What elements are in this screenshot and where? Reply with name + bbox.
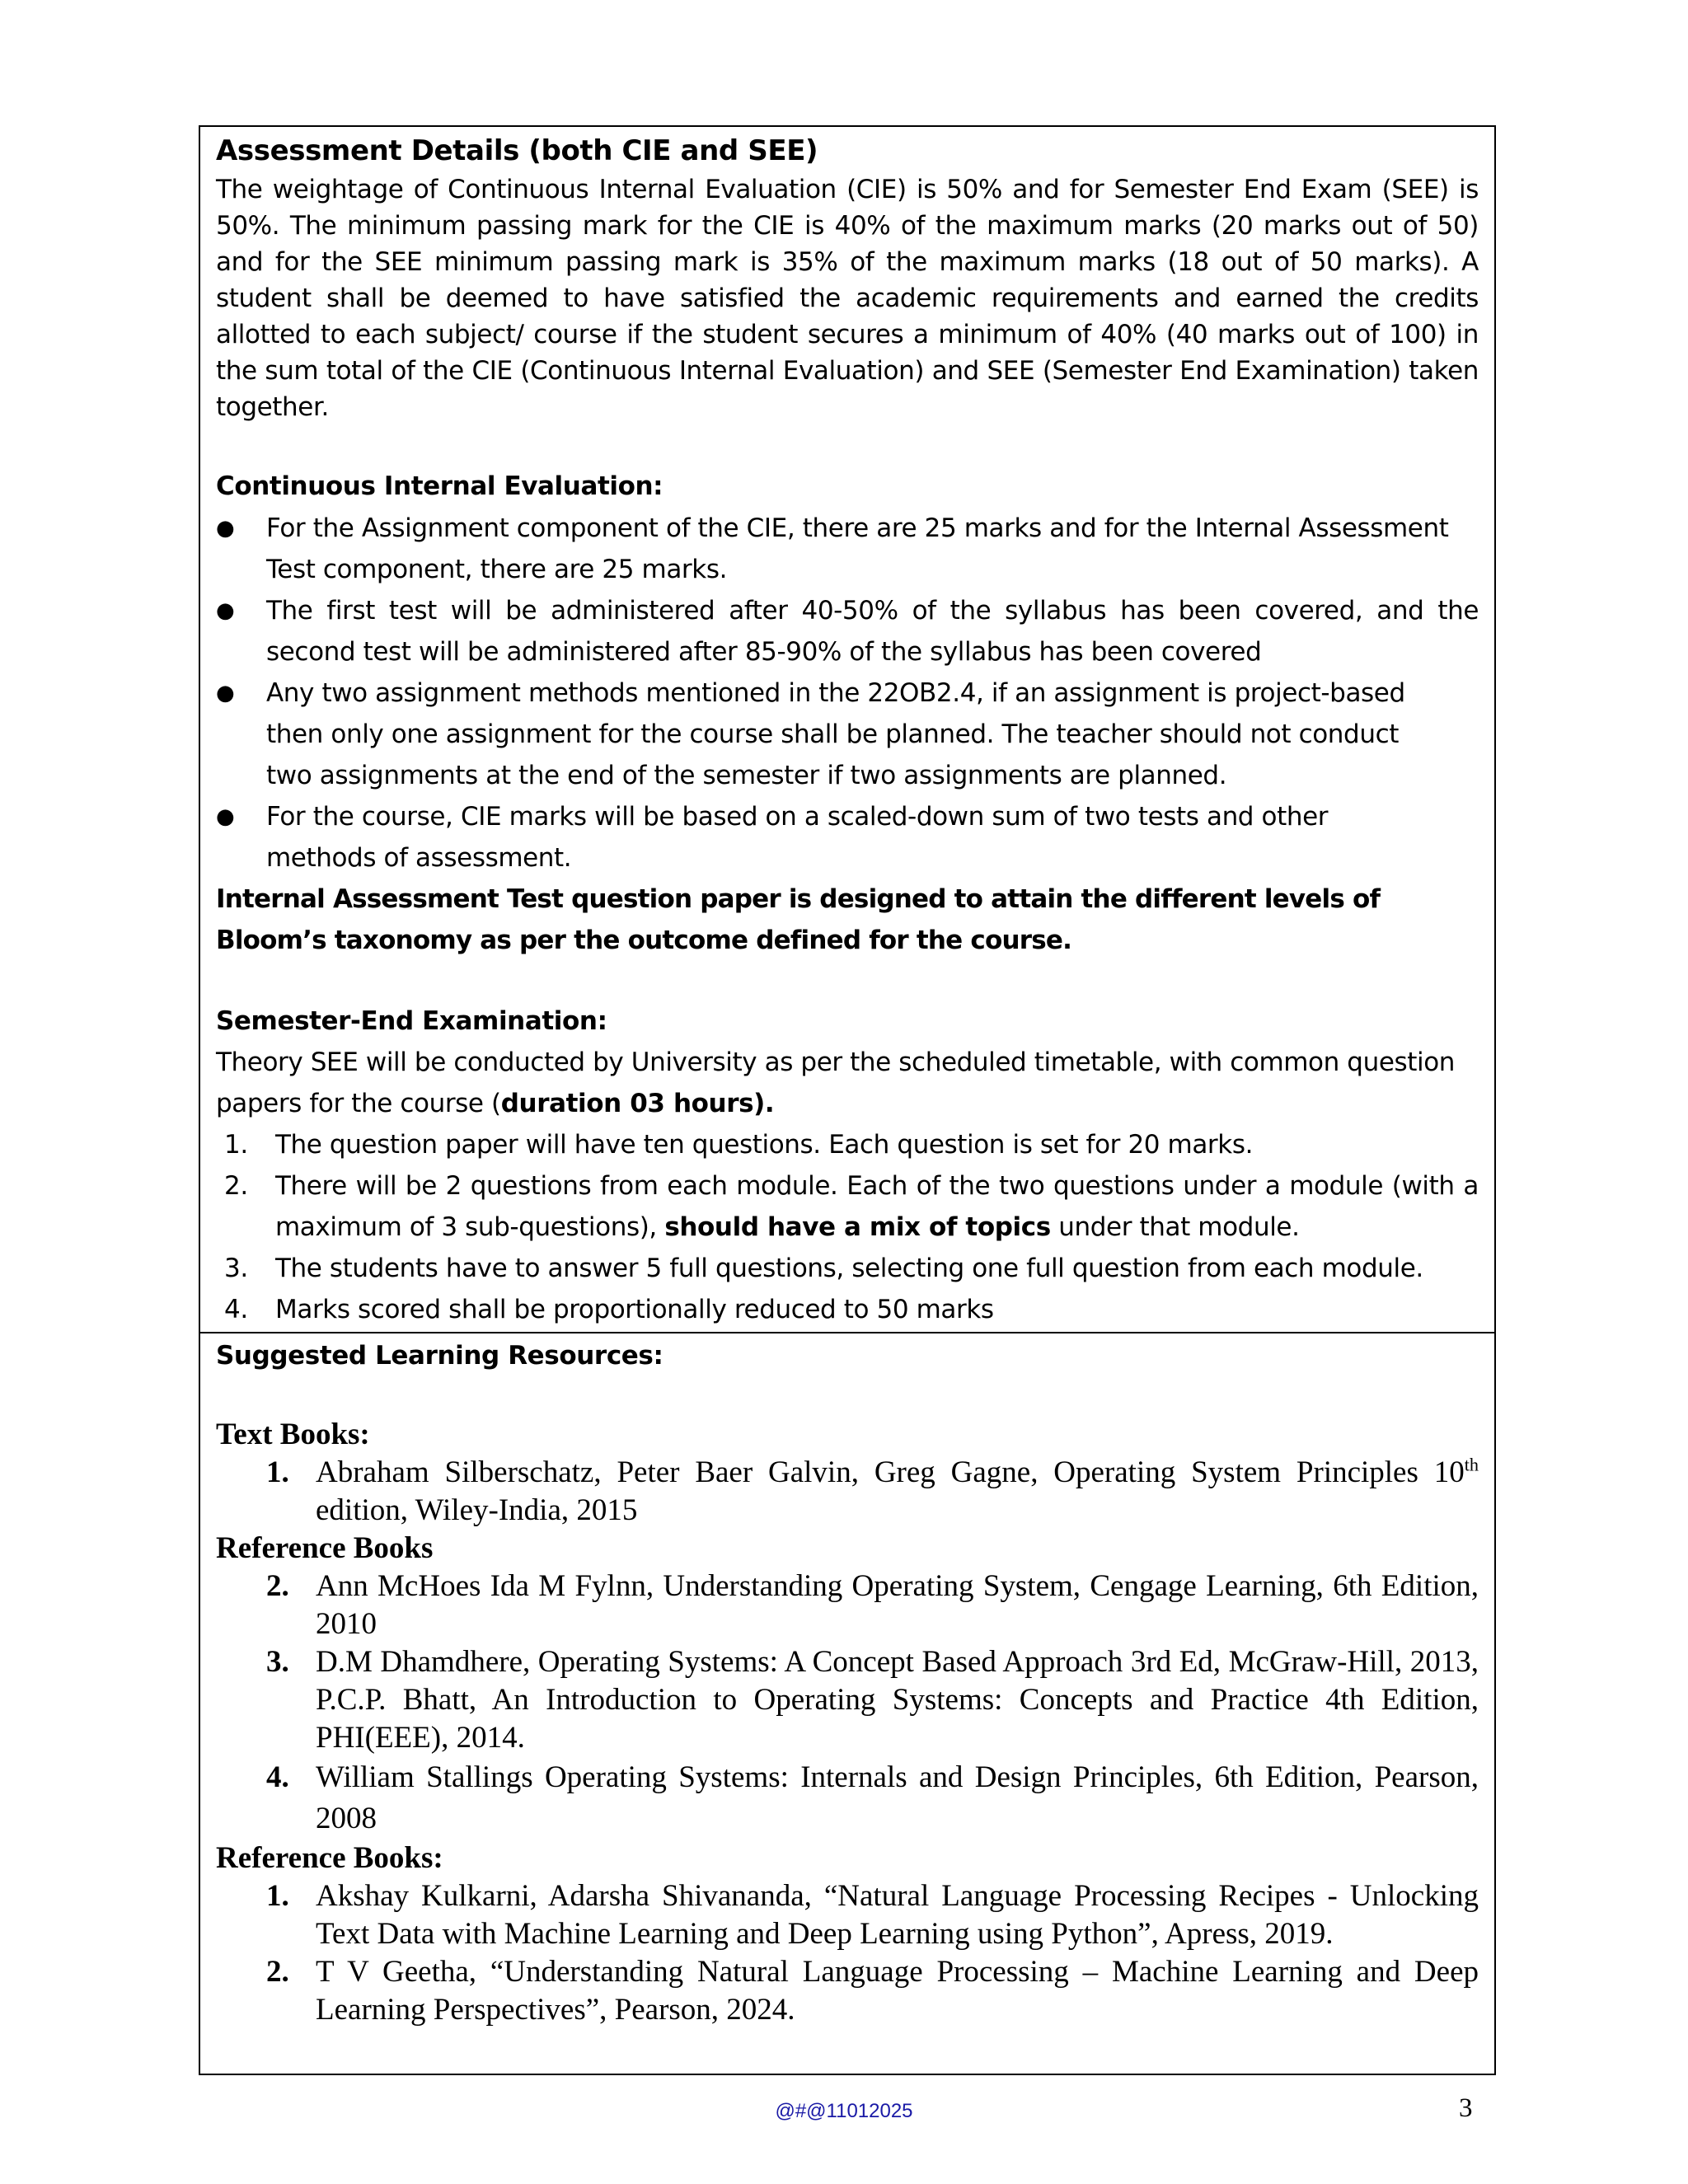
resources-heading: Suggested Learning Resources: [216, 1341, 663, 1371]
see-item-number: 2. [224, 1171, 248, 1201]
book-number: 1. [266, 1455, 289, 1489]
see-item [216, 1289, 1479, 1330]
cie-bullet-text: For the Assignment component of the CIE, there are 25 marks and for the Internal Assessment Test component, there are 25 marks. [266, 513, 1449, 584]
reference-books-heading: Reference Books [216, 1531, 434, 1565]
cie-note: Internal Assessment Test question paper is designed to attain the different levels of Bloom’s taxonomy as per the outcome defined for the course. [216, 884, 1381, 955]
text-books-heading: Text Books: [216, 1418, 370, 1451]
book-entry [216, 1953, 1479, 2029]
cie-bullet-text: For the course, CIE marks will be based on a scaled-down sum of two tests and other methods of assessment. [266, 802, 1329, 873]
book-number: 4. [266, 1760, 289, 1794]
see-item-text: The question paper will have ten questions. Each question is set for 20 marks. [275, 1130, 1254, 1160]
book-entry [216, 1454, 1479, 1530]
book-text: Akshay Kulkarni, Adarsha Shivananda, “Natural Language Processing Recipes - Unlocking Text Data with Machine Learning and Deep Learning using Python”, Apress, 2019. [316, 1879, 1479, 1951]
book-superscript: th [1464, 1454, 1479, 1475]
assessment-title: Assessment Details (both CIE and SEE) [216, 134, 818, 167]
book-text: edition, Wiley-India, 2015 [316, 1493, 638, 1527]
see-item-text: There will be 2 questions from each module. Each of the two questions under a module (with a maximum of 3 sub-questions), [275, 1171, 1479, 1242]
cie-heading: Continuous Internal Evaluation: [216, 471, 663, 501]
see-item-number: 4. [224, 1295, 248, 1324]
book-number: 1. [266, 1879, 289, 1913]
section-divider [200, 1332, 1494, 1333]
see-item [216, 1124, 1479, 1165]
book-number: 2. [266, 1955, 289, 1989]
cie-bullet-list [216, 508, 1479, 879]
page-number: 3 [1459, 2093, 1473, 2123]
book-entry [216, 1877, 1479, 1953]
book-text: Abraham Silberschatz, Peter Baer Galvin, Greg Gagne, Operating System Principles 10 [316, 1455, 1465, 1489]
cie-bullet [216, 673, 1479, 796]
book-entry [216, 1757, 1479, 1840]
book-text: William Stallings Operating Systems: Internals and Design Principles, 6th Edition, Pearson, 2008 [316, 1760, 1479, 1835]
reference-books-list-2 [216, 1877, 1479, 2029]
resources-section [216, 1337, 1479, 2029]
syllabus-table [199, 125, 1496, 2075]
see-intro-text: Theory SEE will be conducted by University as per the scheduled timetable, with common question papers for the course ( [216, 1047, 1456, 1118]
book-entry [216, 1568, 1479, 1643]
bullet-icon: ● [216, 804, 235, 829]
cie-bullet [216, 796, 1479, 879]
book-text: D.M Dhamdhere, Operating Systems: A Concept Based Approach 3rd Ed, McGraw-Hill, 2013, P.C.P. Bhatt, An Introduction to Operating Systems: Concepts and Practice 4th Edition, PHI(EEE), 2014. [316, 1645, 1479, 1755]
see-item-emphasis: should have a mix of topics [664, 1212, 1051, 1242]
text-books-list [216, 1454, 1479, 1530]
see-item-text: The students have to answer 5 full questions, selecting one full question from each module. [275, 1254, 1423, 1283]
see-item [216, 1165, 1479, 1248]
bullet-icon: ● [216, 598, 235, 623]
cie-bullet-text: The first test will be administered after 40-50% of the syllabus has been covered, and the second test will be administered after 85-90% of the syllabus has been covered [266, 596, 1479, 667]
cie-bullet-text: Any two assignment methods mentioned in the 22OB2.4, if an assignment is project-based then only one assignment for the course shall be planned. The teacher should not conduct two assignments at the end of the semester if two assignments are planned. [266, 678, 1405, 790]
see-list [216, 1124, 1479, 1330]
book-entry [216, 1643, 1479, 1757]
book-number: 3. [266, 1645, 289, 1679]
assessment-section [216, 130, 1479, 1330]
see-item-text: under that module. [1050, 1212, 1300, 1242]
reference-books-heading-2: Reference Books: [216, 1841, 443, 1875]
see-item-number: 3. [224, 1254, 248, 1283]
footer-code: @#@11012025 [775, 2100, 913, 2122]
bullet-icon: ● [216, 681, 235, 705]
book-text: T V Geetha, “Understanding Natural Language Processing – Machine Learning and Deep Learning Perspectives”, Pearson, 2024. [316, 1955, 1479, 2027]
cie-bullet [216, 508, 1479, 590]
see-item-text: Marks scored shall be proportionally reduced to 50 marks [275, 1295, 994, 1324]
reference-books-list [216, 1568, 1479, 1840]
bullet-icon: ● [216, 516, 235, 541]
assessment-intro: The weightage of Continuous Internal Evaluation (CIE) is 50% and for Semester End Exam (SEE) is 50%. The minimum passing mark for the CIE is 40% of the maximum marks (20 marks out of 50) and for the SEE minimum passing mark is 35% of the maximum marks (18 out of 50 marks). A student shall be deemed to have satisfied the academic requirements and earned the credits allotted to each subject/ course if the student secures a minimum of 40% (40 marks out of 100) in the sum total of the CIE (Continuous Internal Evaluation) and SEE (Semester End Examination) taken together. [216, 175, 1479, 422]
see-item-number: 1. [224, 1130, 248, 1160]
cie-bullet [216, 590, 1479, 673]
see-heading: Semester-End Examination: [216, 1006, 607, 1036]
see-duration: duration 03 hours). [500, 1089, 775, 1118]
see-intro [216, 1042, 1479, 1124]
see-item [216, 1248, 1479, 1289]
book-text: Ann McHoes Ida M Fylnn, Understanding Operating System, Cengage Learning, 6th Edition, 2010 [316, 1569, 1479, 1641]
book-number: 2. [266, 1569, 289, 1603]
